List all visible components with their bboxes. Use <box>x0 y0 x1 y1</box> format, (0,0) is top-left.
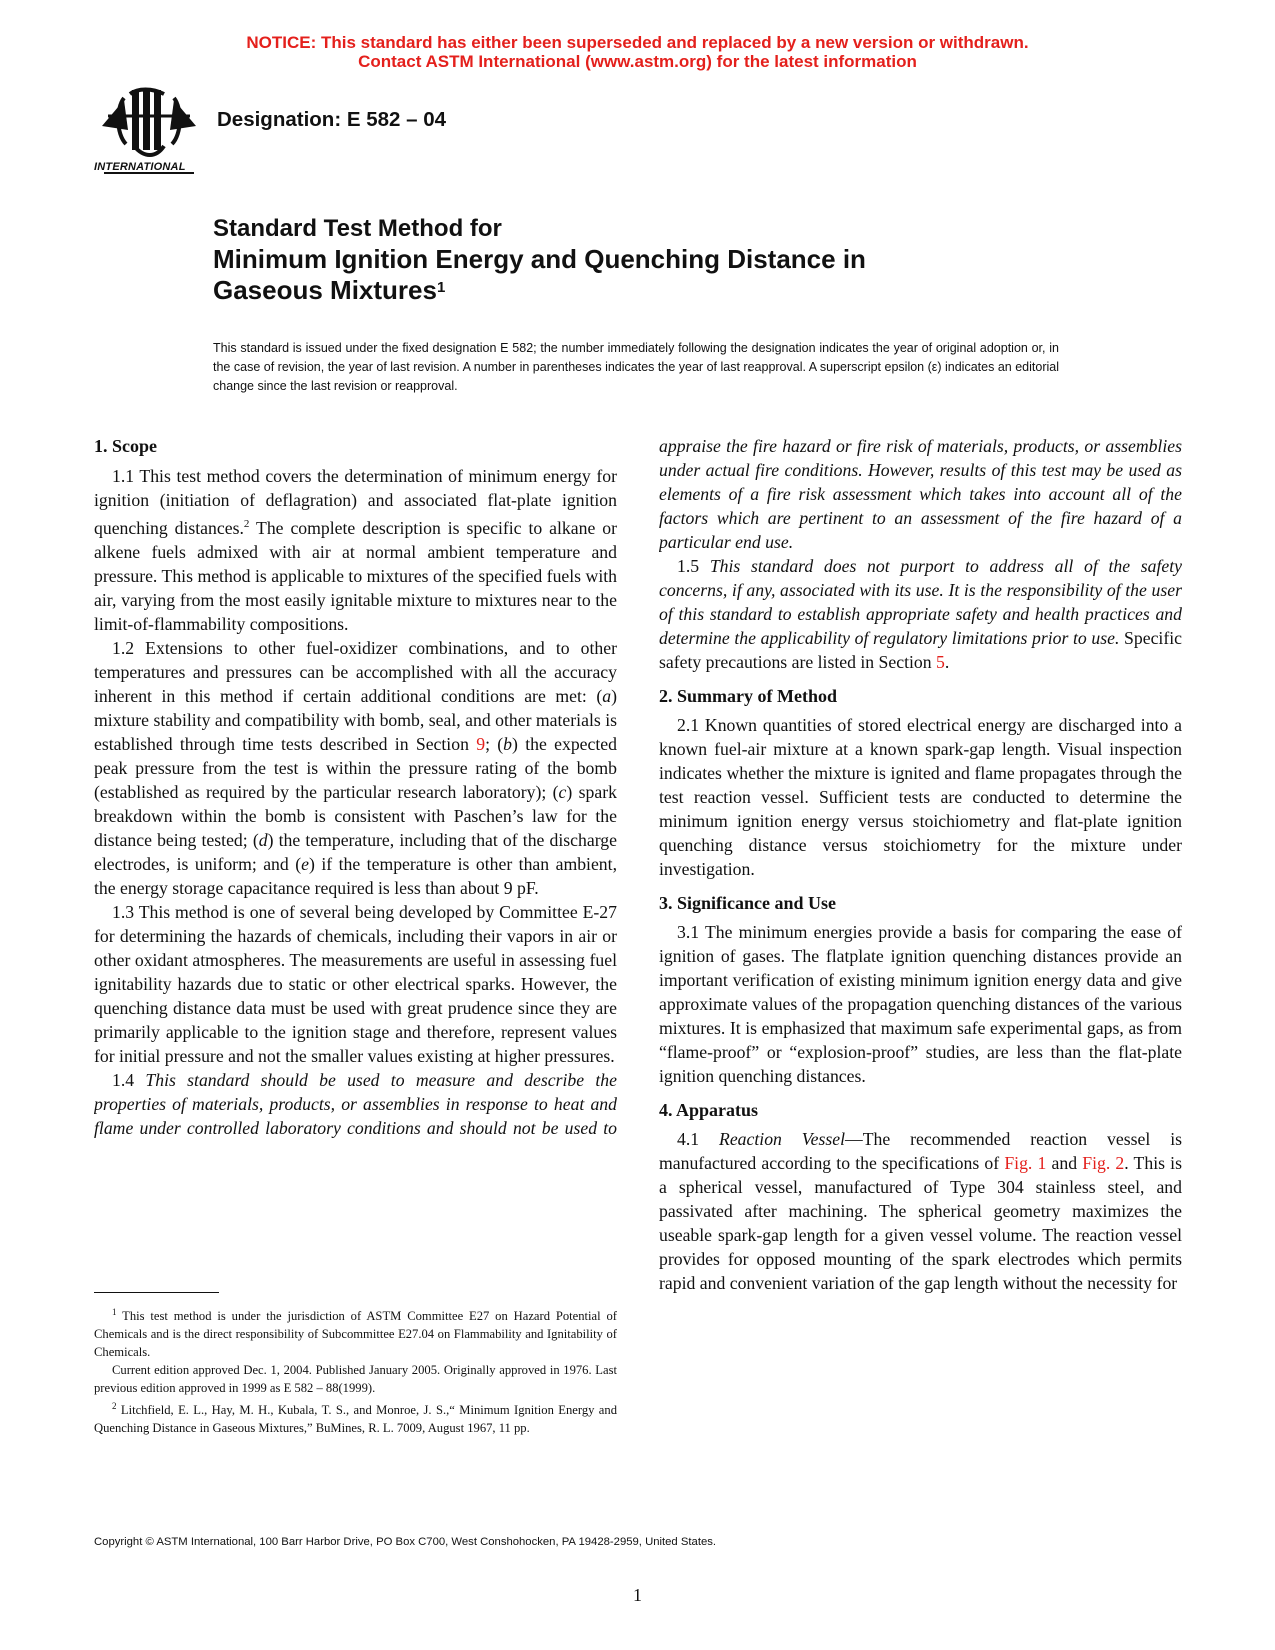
paragraph-3-1: 3.1 The minimum energies provide a basis for comparing the ease of ignition of gases. The flatplate ignition quenching distances provide an important verification of existing minimum ignition energy data and give approximate values of the propagation quenching distances of the various mixtures. It is emphasized that maximum safe experimental gaps, as from “flame-proof” or “explosion-proof” studies, are less than the flat-plate ignition quenching distances. <box>659 922 1182 1086</box>
page-number: 1 <box>633 1585 642 1605</box>
copyright-line: Copyright © ASTM International, 100 Barr Harbor Drive, PO Box C700, West Conshohocken, PA 19428-2959, United States. <box>94 1536 717 1548</box>
right-column <box>659 434 1182 1295</box>
paragraph-1-1: 1.1 This test method covers the determination of minimum energy for ignition (initiation of deflagration) and associated flat-plate ignition quenching distances.$^2$ The complete description is specific to alkane or alkene fuels admixed with air at normal ambient temperature and pressure. This method is applicable to mixtures of the specified fuels with air, varying from the most easily ignitable mixture to mixtures near to the limit-of-flammability compositions. <box>94 466 617 634</box>
issued-note: This standard is issued under the fixed designation E 582; the number immediately following the designation indicates the year of original adoption or, in the case of revision, the year of last revision. A number in parentheses indicates the year of last reapproval. A superscript epsilon (ε) indicates an editorial change since the last revision or reapproval. <box>213 341 1059 393</box>
footnote-1: $^1$ This test method is under the jurisdiction of ASTM Committee E27 on Hazard Potential of Chemicals and is the direct responsibility of Subcommittee E27.04 on Flammability and Ignitability of Chemicals. <box>94 1307 617 1360</box>
paragraph-1-3: 1.3 This method is one of several being developed by Committee E-27 for determining the hazards of chemicals, including their vapors in air or other oxidant atmospheres. The measurements are useful in assessing fuel ignitability hazards due to static or other electrical sparks. However, the quenching distance data must be used with great prudence since they are primarily applicable to the ignition stage and therefore, represent values for initial pressure and not the smaller values existing at higher pressures. <box>94 901 617 1066</box>
section-heading-apparatus: 4. Apparatus <box>659 1100 759 1120</box>
section-heading-summary: 2. Summary of Method <box>659 686 837 706</box>
section-heading-scope: 1. Scope <box>94 436 157 456</box>
footnote-divider <box>94 1292 219 1293</box>
footnotes <box>94 1303 617 1437</box>
notice-line-1: NOTICE: This standard has either been superseded and replaced by a new version or withdrawn. <box>246 33 1029 52</box>
designation: Designation: E 582 – 04 <box>217 108 447 131</box>
left-column <box>94 434 617 1140</box>
title-line-2: Minimum Ignition Energy and Quenching Distance in <box>213 244 866 274</box>
paragraph-1-4-start: 1.4 This standard should be used to measure and describe the properties of materials, products, or assemblies in response to heat and flame under controlled laboratory conditions and should not be used to <box>94 1069 617 1138</box>
footnote-1-edition: Current edition approved Dec. 1, 2004. Published January 2005. Originally approved in 1976. Last previous edition approved in 1999 as E 582 – 88(1999). <box>94 1363 617 1396</box>
footnote-2: $^2$ Litchfield, E. L., Hay, M. H., Kubala, T. S., and Monroe, J. S.,“ Minimum Ignition Energy and Quenching Distance in Gaseous Mixtures,” BuMines, R. L. 7009, August 1967, 11 pp. <box>94 1401 617 1436</box>
fig-2-link[interactable]: Fig. 2 <box>1082 1153 1125 1173</box>
paragraph-4-1: 4.1 Reaction Vessel—The recommended reaction vessel is manufactured according to the specifications of Fig. 1 and Fig. 2. This is a spherical vessel, manufactured of Type 304 stainless steel, and passivated after machining. The spherical geometry maximizes the useable spark-gap length for a given vessel volume. The reaction vessel provides for opposed mounting of the spark electrodes which permits rapid and convenient variation of the gap length without the necessity for <box>659 1129 1182 1293</box>
section-9-link[interactable]: 9 <box>476 733 486 754</box>
document-title <box>213 213 1013 306</box>
fig-1-link[interactable]: Fig. 1 <box>1004 1153 1047 1173</box>
superseded-notice <box>0 33 1275 71</box>
logo-text: INTERNATIONAL <box>94 161 186 173</box>
section-5-link[interactable]: 5 <box>936 652 945 672</box>
paragraph-1-4-continued: appraise the fire hazard or fire risk of materials, products, or assemblies under actual fire conditions. However, results of this test may be used as elements of a fire risk assessment which takes into account all of the factors which are pertinent to an assessment of the fire hazard of a particular end use. <box>659 436 1182 552</box>
paragraph-2-1: 2.1 Known quantities of stored electrical energy are discharged into a known fuel-air mixture at a known spark-gap length. Visual inspection indicates whether the mixture is ignited and flame propagates through the test reaction vessel. Sufficient tests are conducted to determine the minimum ignition energy versus stoichiometry and flat-plate ignition quenching distance versus stoichiometry for the mixture under investigation. <box>659 715 1182 879</box>
title-line-3: Gaseous Mixtures <box>213 275 437 305</box>
title-line-1: Standard Test Method for <box>213 215 502 242</box>
section-heading-significance: 3. Significance and Use <box>659 893 837 913</box>
notice-line-2: Contact ASTM International (www.astm.org) for the latest information <box>358 52 917 71</box>
footnote-ref-2: 2 <box>243 518 250 530</box>
astm-logo <box>94 86 204 182</box>
title-footnote-mark: 1 <box>436 279 446 296</box>
paragraph-1-5: 1.5 This standard does not purport to address all of the safety concerns, if any, associated with its use. It is the responsibility of the user of this standard to establish appropriate safety and health practices and determine the applicability of regulatory limitations prior to use. Specific safety precautions are listed in Section 5. <box>659 556 1182 672</box>
paragraph-1-2: 1.2 Extensions to other fuel-oxidizer combinations, and to other temperatures and pressures can be accomplished with all the accuracy inherent in this method if certain additional conditions are met: (a) mixture stability and compatibility with bomb, seal, and other materials is established through time tests described in Section 9; (b) the expected peak pressure from the test is within the pressure rating of the bomb (established as required by the particular research laboratory); (c) spark breakdown within the bomb is consistent with Paschen’s law for the distance being tested; (d) the temperature, including that of the discharge electrodes, is uniform; and (e) if the temperature is other than ambient, the energy storage capacitance required is less than about 9 pF. <box>94 637 617 898</box>
